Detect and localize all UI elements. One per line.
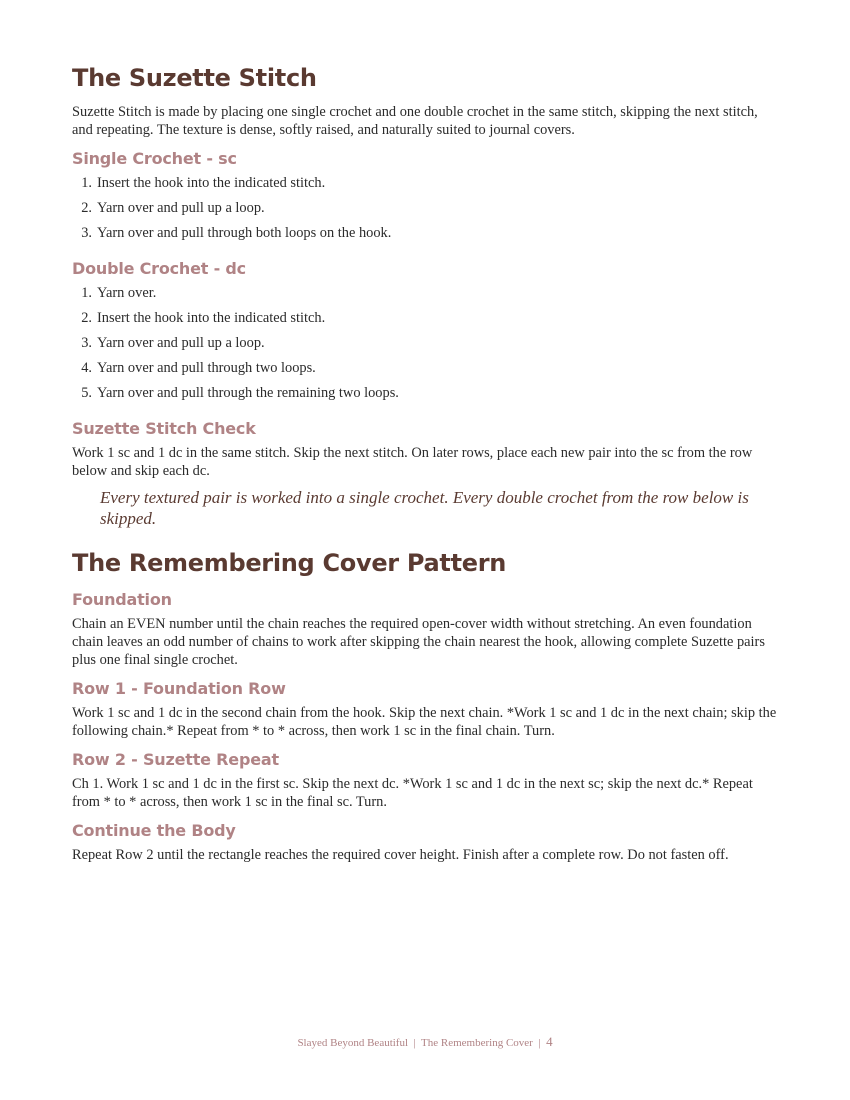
section-title-suzette-stitch: The Suzette Stitch bbox=[72, 64, 317, 92]
list-item: 2. Yarn over and pull up a loop. bbox=[81, 200, 265, 216]
heading-suzette-stitch-check: Suzette Stitch Check bbox=[72, 419, 256, 438]
list-item: 5. Yarn over and pull through the remaining two loops. bbox=[81, 385, 399, 401]
list-item: 4. Yarn over and pull through two loops. bbox=[81, 360, 316, 376]
list-item: 2. Insert the hook into the indicated stitch. bbox=[81, 310, 326, 326]
list-item: 3. Yarn over and pull through both loops on the hook. bbox=[81, 225, 392, 241]
heading-row-1: Row 1 - Foundation Row bbox=[72, 679, 286, 698]
section-title-remembering-cover: The Remembering Cover Pattern bbox=[72, 549, 507, 577]
heading-foundation: Foundation bbox=[72, 590, 172, 609]
heading-continue-body: Continue the Body bbox=[72, 821, 236, 840]
footer-separator: | bbox=[538, 1037, 541, 1049]
heading-double-crochet: Double Crochet - dc bbox=[72, 259, 246, 278]
foundation-paragraph: Chain an EVEN number until the chain reaches the required open-cover width without stretching. An even foundation chain leaves an odd number of chains to work after skipping the chain nearest the hook, allowing complete Suzette pairs plus one final single crochet. bbox=[72, 616, 765, 668]
list-item: 1. Insert the hook into the indicated stitch. bbox=[81, 175, 326, 191]
single-crochet-steps bbox=[72, 174, 778, 249]
footer-title: Slayed Beyond Beautiful bbox=[297, 1037, 409, 1049]
list-item: 3. Yarn over and pull up a loop. bbox=[81, 335, 265, 351]
page-footer bbox=[0, 1034, 850, 1050]
footer-separator: | bbox=[413, 1037, 416, 1049]
callout-quote: Every textured pair is worked into a single crochet. Every double crochet from the row below is skipped. bbox=[100, 488, 749, 528]
footer-subtitle: The Remembering Cover bbox=[421, 1037, 533, 1049]
heading-row-2: Row 2 - Suzette Repeat bbox=[72, 750, 279, 769]
intro-paragraph: Suzette Stitch is made by placing one single crochet and one double crochet in the same stitch, skipping the next stitch, and repeating. The texture is dense, softly raised, and naturally suited to journal covers. bbox=[72, 104, 758, 138]
check-paragraph: Work 1 sc and 1 dc in the same stitch. Skip the next stitch. On later rows, place each new pair into the sc from the row below and skip each dc. bbox=[72, 445, 753, 479]
document-page bbox=[72, 62, 778, 864]
heading-single-crochet: Single Crochet - sc bbox=[72, 149, 237, 168]
continue-body-paragraph: Repeat Row 2 until the rectangle reaches the required cover height. Finish after a complete row. Do not fasten off. bbox=[72, 847, 729, 863]
page-number: 4 bbox=[546, 1034, 553, 1049]
double-crochet-steps bbox=[72, 284, 778, 409]
row-1-paragraph: Work 1 sc and 1 dc in the second chain from the hook. Skip the next chain. *Work 1 sc and 1 dc in the next chain; skip the following chain.* Repeat from * to * across, then work 1 sc in the final chain. Turn. bbox=[72, 705, 777, 739]
list-item: 1. Yarn over. bbox=[81, 285, 157, 301]
row-2-paragraph: Ch 1. Work 1 sc and 1 dc in the first sc. Skip the next dc. *Work 1 sc and 1 dc in the next sc; skip the next dc.* Repeat from * to * across, then work 1 sc in the final sc. Turn. bbox=[72, 776, 753, 810]
